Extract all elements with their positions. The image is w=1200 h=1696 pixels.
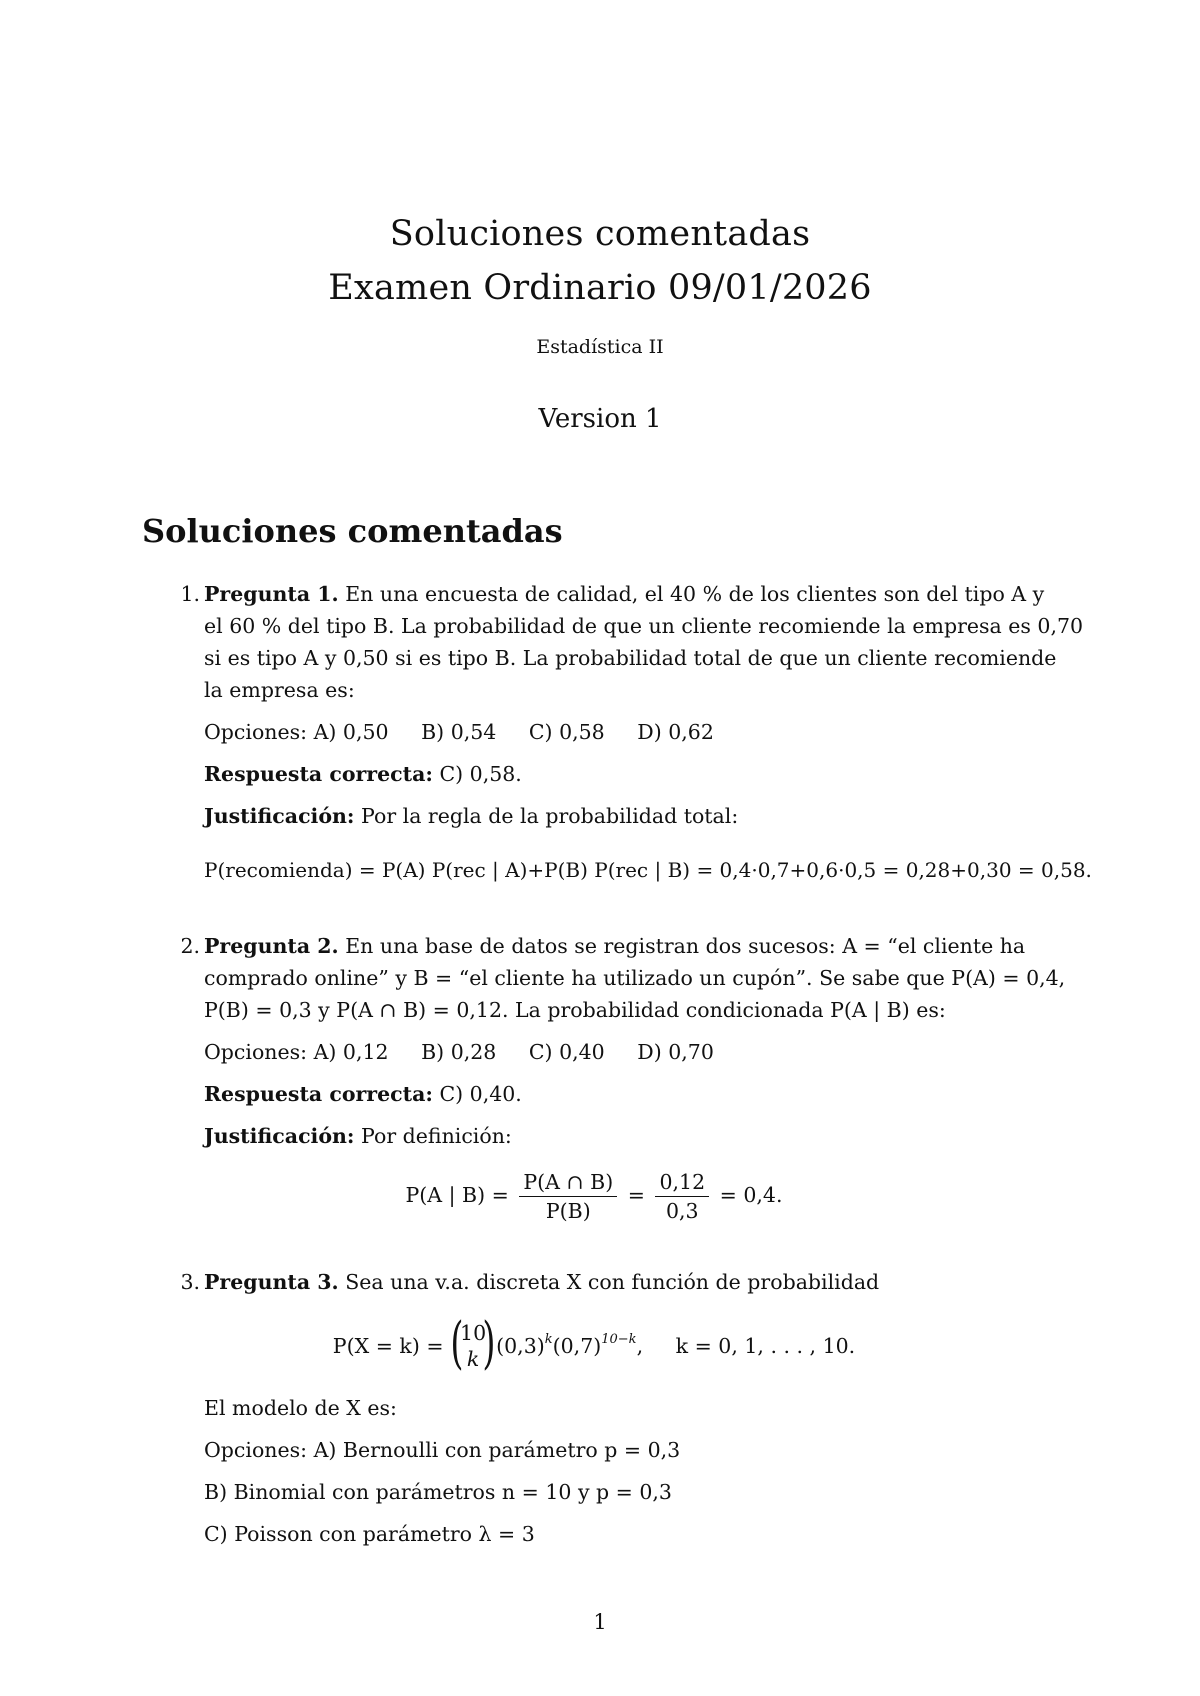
justification-line [204,1120,1074,1152]
options-line [204,1434,1074,1466]
option-b: B) 0,54 [421,720,497,744]
answer-value: C) 0,40. [432,1082,522,1106]
formula [204,1311,984,1376]
question-number: 2. [180,934,200,958]
version: Version 1 [538,404,662,434]
binom-bottom: k [466,1347,480,1371]
option-c: C) 0,40 [528,1040,605,1064]
justification-label: Justificación: [204,1124,355,1148]
subject: Estadística II [536,336,664,358]
options-prefix: Opciones: [204,720,308,744]
option-d: D) 0,62 [637,720,714,744]
formula-rhs: , k = 0, 1, . . . , 10. [636,1334,856,1358]
denominator: P(B) [545,1199,591,1223]
option-a: A) 0,50 [313,720,389,744]
answer-label: Respuesta correcta: [204,1082,433,1106]
option-c: C) Poisson con parámetro λ = 3 [204,1522,535,1546]
options-line [204,716,1074,748]
option-a: A) 0,12 [313,1040,389,1064]
formula-base: (0,7) [552,1334,602,1358]
question-label: Pregunta 2. [204,934,339,958]
answer-value: C) 0,58. [432,762,522,786]
answer-line [204,758,1074,790]
answer-line [204,1078,1074,1110]
binomial-coefficient: ( 10 k ) [450,1311,496,1376]
fraction [655,1168,709,1225]
question-number: 3. [180,1270,200,1294]
denominator: 0,3 [665,1199,699,1223]
exam-title: Examen Ordinario 09/01/2026 [328,268,872,308]
question-number: 1. [180,582,200,606]
option-d: D) 0,70 [637,1040,714,1064]
question-text: comprado online” y B = “el cliente ha utilizado un cupón”. Se sabe que P(A) = 0,4, [204,966,1066,990]
formula-exponent: 10−k [601,1332,637,1347]
answer-label: Respuesta correcta: [204,762,433,786]
formula-eq: = [627,1183,645,1207]
justification-label: Justificación: [204,804,355,828]
options-line [204,1036,1074,1068]
options-prefix: Opciones: [204,1438,308,1462]
formula-lhs: P(A | B) = [405,1183,509,1207]
question-text: el 60 % del tipo B. La probabilidad de que un cliente recomiende la empresa es 0,70 [204,614,1084,638]
justification-text: Por la regla de la probabilidad total: [354,804,739,828]
question-label: Pregunta 1. [204,582,339,606]
option-c: C) 0,58 [528,720,605,744]
option-b: B) 0,28 [421,1040,497,1064]
question-text: En una base de datos se registran dos sucesos: A = “el cliente ha [338,934,1026,958]
formula-rhs: = 0,4. [719,1183,783,1207]
question-text: si es tipo A y 0,50 si es tipo B. La probabilidad total de que un cliente recomiende [204,646,1057,670]
doc-title: Soluciones comentadas [389,214,811,254]
section-title: Soluciones comentadas [142,512,563,550]
justification-text: Por definición: [354,1124,512,1148]
fraction [519,1168,617,1225]
formula-base: (0,3) [496,1334,545,1358]
question-text: El modelo de X es: [204,1396,397,1420]
formula [204,1168,984,1225]
question-label: Pregunta 3. [204,1270,339,1294]
question-text: la empresa es: [204,678,355,702]
option-b: B) Binomial con parámetros n = 10 y p = 0,3 [204,1480,672,1504]
question-text: En una encuesta de calidad, el 40 % de los clientes son del tipo A y [338,582,1045,606]
options-prefix: Opciones: [204,1040,308,1064]
formula: P(recomienda) = P(A) P(rec | A)+P(B) P(rec | B) = 0,4·0,7+0,6·0,5 = 0,28+0,30 = 0,58. [204,858,1092,882]
question-text: Sea una v.a. discreta X con función de probabilidad [338,1270,880,1294]
question-text: P(B) = 0,3 y P(A ∩ B) = 0,12. La probabilidad condicionada P(A | B) es: [204,998,946,1022]
numerator: P(A ∩ B) [519,1168,617,1197]
binom-top: 10 [460,1321,487,1345]
justification-line [204,800,1074,832]
formula-lhs: P(X = k) = [332,1334,444,1358]
page-number: 1 [593,1610,607,1634]
option-a: A) Bernoulli con parámetro p = 0,3 [313,1438,681,1462]
formula-exponent: k [544,1332,553,1347]
numerator: 0,12 [655,1168,709,1197]
